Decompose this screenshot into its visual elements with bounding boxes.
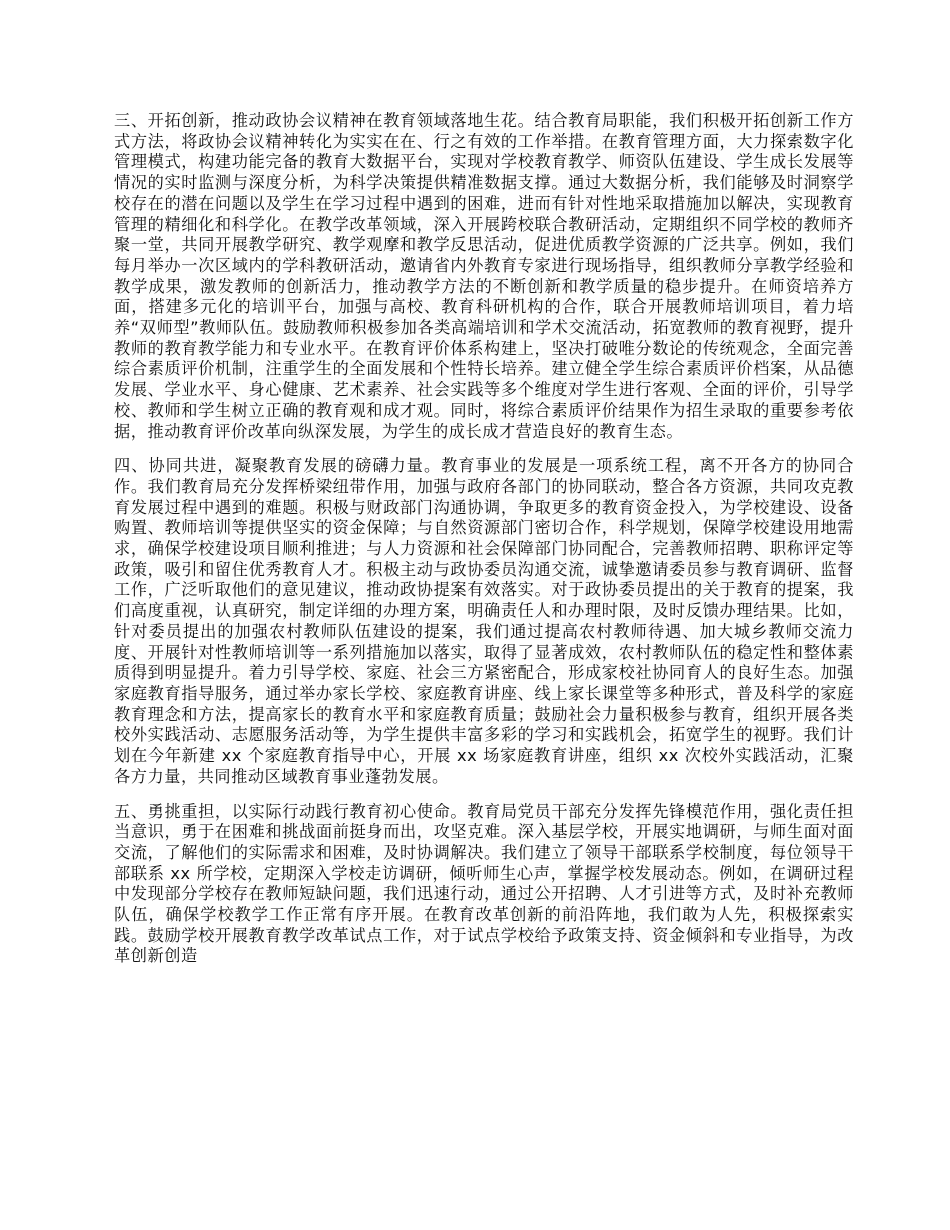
paragraph-section-five: 五、勇挑重担，以实际行动践行教育初心使命。教育局党员干部充分发挥先锋模范作用，强化责任担当意识，勇于在困难和挑战面前挺身而出，攻坚克难。深入基层学校，开展实地调研，与师生面对面交流，了解他们的实际需求和困难，及时协调解决。我们建立了领导干部联系学校制度，每位领导干部联系 xx 所学校，定期深入学校走访调研，倾听师生心声，掌握学校发展动态。例如，在调研过程中发现部分学校存在教师短缺问题，我们迅速行动，通过公开招聘、人才引进等方式，及时补充教师队伍，确保学校教学工作正常有序开展。在教育改革创新的前沿阵地，我们敢为人先，积极探索实践。鼓励学校开展教育教学改革试点工作，对于试点学校给予政策支持、资金倾斜和专业指导，为改革创新创造 — [114, 801, 854, 966]
document-page — [114, 111, 854, 981]
paragraph-section-four: 四、协同共进，凝聚教育发展的磅礴力量。教育事业的发展是一项系统工程，离不开各方的协同合作。我们教育局充分发挥桥梁纽带作用，加强与政府各部门的协同联动，整合各方资源，共同攻克教育发展过程中遇到的难题。积极与财政部门沟通协调，争取更多的教育资金投入，为学校建设、设备购置、教师培训等提供坚实的资金保障；与自然资源部门密切合作，科学规划，保障学校建设用地需求，确保学校建设项目顺利推进；与人力资源和社会保障部门协同配合，完善教师招聘、职称评定等政策，吸引和留住优秀教育人才。积极主动与政协委员沟通交流，诚挚邀请委员参与教育调研、监督工作，广泛听取他们的意见建议，推动政协提案有效落实。对于政协委员提出的关于教育的提案，我们高度重视，认真研究，制定详细的办理方案，明确责任人和办理时限，及时反馈办理结果。比如，针对委员提出的加强农村教师队伍建设的提案，我们通过提高农村教师待遇、加大城乡教师交流力度、开展针对性教师培训等一系列措施加以落实，取得了显著成效，农村教师队伍的稳定性和整体素质得到明显提升。着力引导学校、家庭、社会三方紧密配合，形成家校社协同育人的良好生态。加强家庭教育指导服务，通过举办家长学校、家庭教育讲座、线上家长课堂等多种形式，普及科学的家庭教育理念和方法，提高家长的教育水平和家庭教育质量；鼓励社会力量积极参与教育，组织开展各类校外实践活动、志愿服务活动等，为学生提供丰富多彩的学习和实践机会，拓宽学生的视野。我们计划在今年新建 xx 个家庭教育指导中心，开展 xx 场家庭教育讲座，组织 xx 次校外实践活动，汇聚各方力量，共同推动区域教育事业蓬勃发展。 — [114, 456, 854, 786]
paragraph-section-three: 三、开拓创新，推动政协会议精神在教育领域落地生花。结合教育局职能，我们积极开拓创新工作方式方法，将政协会议精神转化为实实在在、行之有效的工作举措。在教育管理方面，大力探索数字化管理模式，构建功能完备的教育大数据平台，实现对学校教育教学、师资队伍建设、学生成长发展等情况的实时监测与深度分析，为科学决策提供精准数据支撑。通过大数据分析，我们能够及时洞察学校存在的潜在问题以及学生在学习过程中遇到的困难，进而有针对性地采取措施加以解决，实现教育管理的精细化和科学化。在教学改革领域，深入开展跨校联合教研活动，定期组织不同学校的教师齐聚一堂，共同开展教学研究、教学观摩和教学反思活动，促进优质教学资源的广泛共享。例如，我们每月举办一次区域内的学科教研活动，邀请省内外教育专家进行现场指导，组织教师分享教学经验和教学成果，激发教师的创新活力，推动教学方法的不断创新和教学质量的稳步提升。在师资培养方面，搭建多元化的培训平台，加强与高校、教育科研机构的合作，联合开展教师培训项目，着力培养“双师型”教师队伍。鼓励教师积极参加各类高端培训和学术交流活动，拓宽教师的教育视野，提升教师的教育教学能力和专业水平。在教育评价体系构建上，坚决打破唯分数论的传统观念，全面完善综合素质评价机制，注重学生的全面发展和个性特长培养。建立健全学生综合素质评价档案，从品德发展、学业水平、身心健康、艺术素养、社会实践等多个维度对学生进行客观、全面的评价，引导学校、教师和学生树立正确的教育观和成才观。同时，将综合素质评价结果作为招生录取的重要参考依据，推动教育评价改革向纵深发展，为学生的成长成才营造良好的教育生态。 — [114, 111, 854, 441]
